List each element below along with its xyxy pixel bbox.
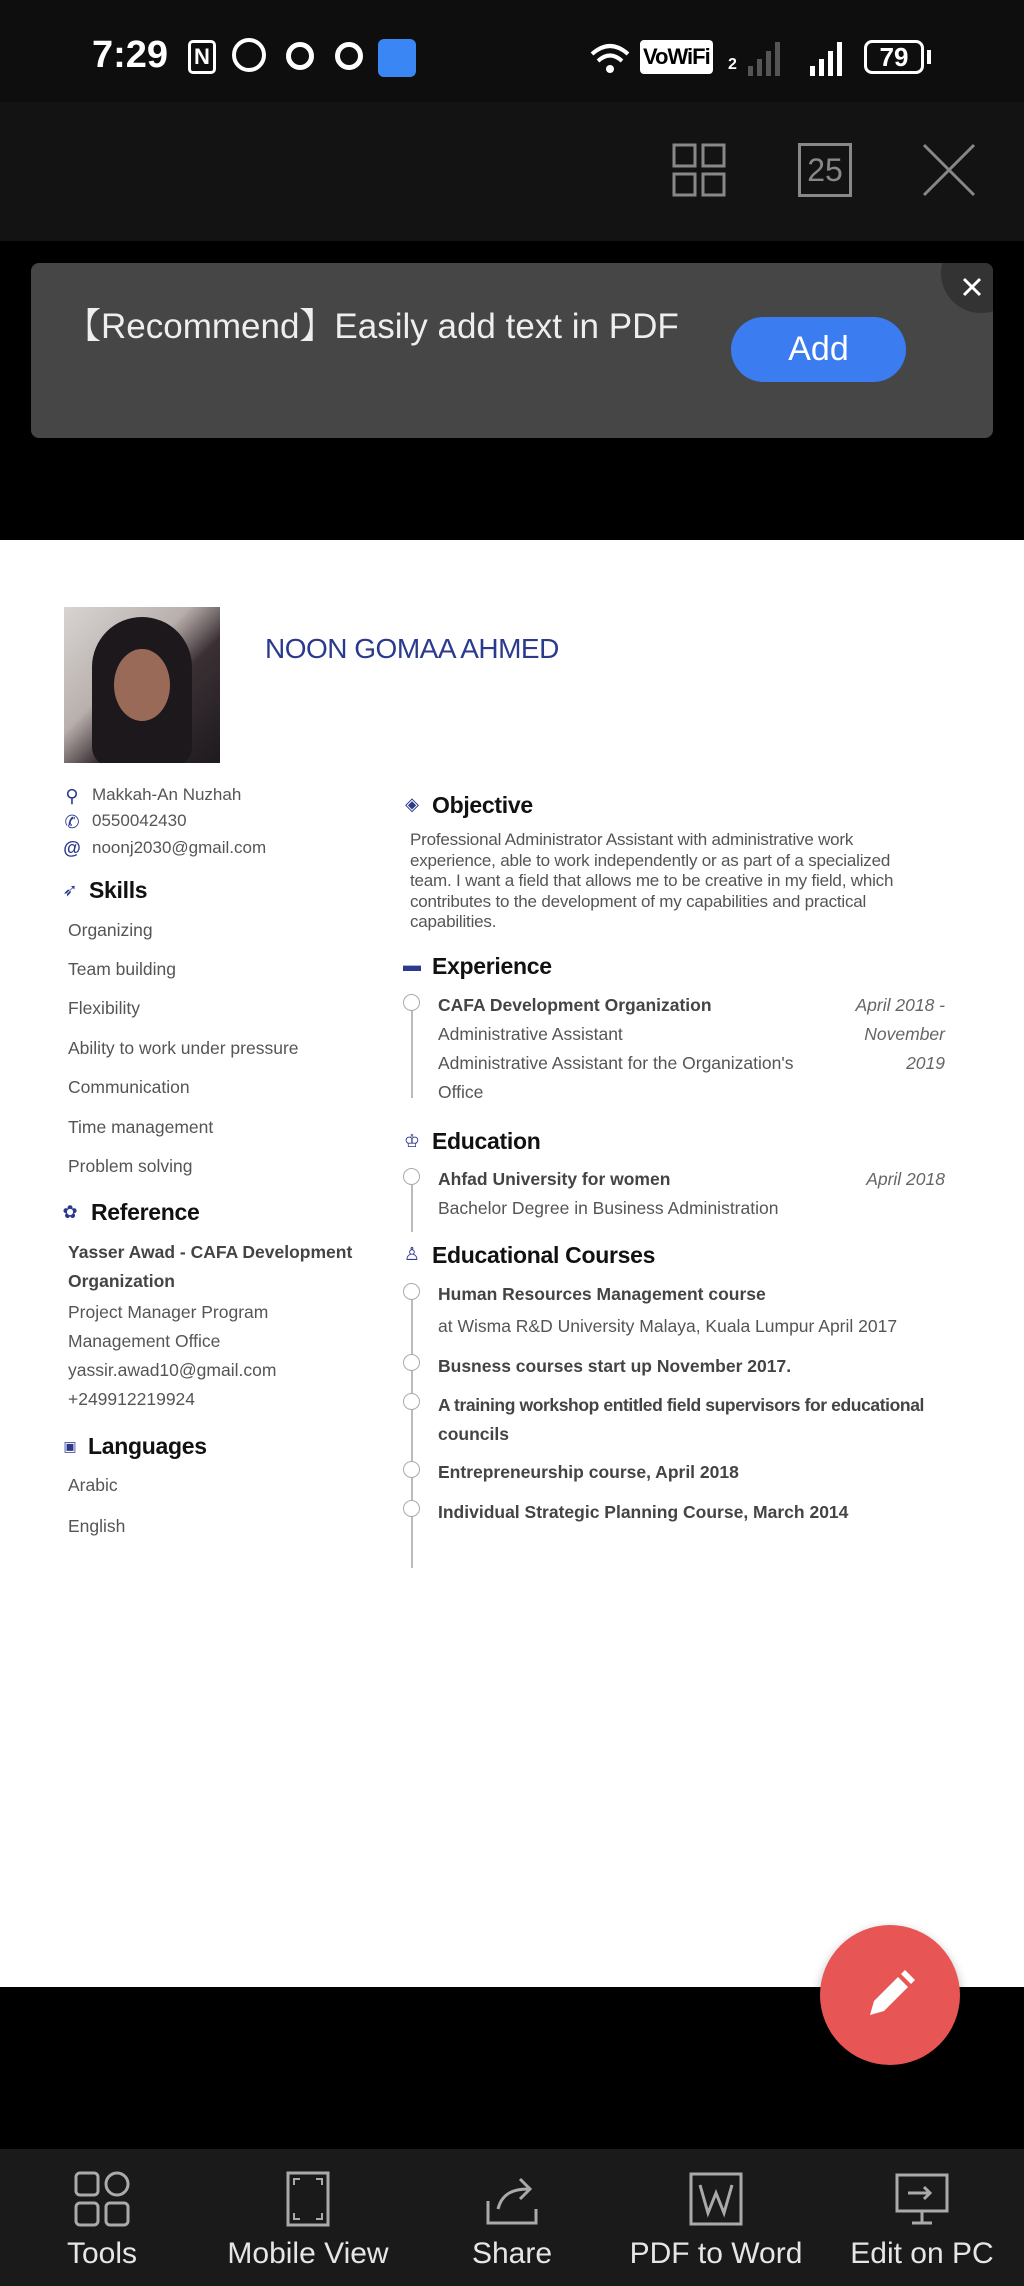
- experience-desc: Administrative Assistant for the Organization's: [438, 1053, 794, 1073]
- mobile-view-label: Mobile View: [227, 2237, 389, 2270]
- alarm-icon: [232, 38, 266, 72]
- profile-photo: [64, 607, 220, 763]
- skill-item: Flexibility: [68, 998, 140, 1018]
- courses-heading: Educational Courses: [432, 1242, 656, 1268]
- app-store-icon: [378, 39, 416, 77]
- reference-phone: +249912219924: [68, 1389, 196, 1409]
- translate-icon: ▣: [63, 1438, 77, 1454]
- experience-date: November: [864, 1024, 945, 1044]
- mobile-view-button[interactable]: [208, 2149, 408, 2286]
- contact-email: noonj2030@gmail.com: [92, 838, 267, 857]
- objective-line: capabilities.: [410, 912, 497, 931]
- experience-heading: Experience: [432, 953, 552, 979]
- timeline-dot: [403, 1283, 420, 1300]
- education-degree: Bachelor Degree in Business Administration: [438, 1198, 779, 1218]
- timeline-dot: [403, 1354, 420, 1371]
- pdf-to-word-button[interactable]: [616, 2149, 816, 2286]
- word-icon: [688, 2171, 744, 2227]
- education-heading: Education: [432, 1128, 541, 1154]
- skill-item: Problem solving: [68, 1156, 193, 1176]
- experience-role: Administrative Assistant: [438, 1024, 623, 1044]
- monitor-icon: [894, 2171, 950, 2227]
- banner-close-button[interactable]: [941, 263, 993, 313]
- candidate-name: NOON GOMAA AHMED: [265, 633, 559, 664]
- vowifi-badge: VoWiFi: [640, 40, 713, 74]
- status-bar: [0, 0, 1024, 102]
- course-item: A training workshop entitled field supervisors for educational: [438, 1395, 925, 1415]
- battery-tip: [927, 50, 931, 64]
- education-date: April 2018: [866, 1169, 945, 1189]
- pdf-to-word-label: PDF to Word: [629, 2237, 803, 2270]
- edit-fab[interactable]: [820, 1925, 960, 2065]
- experience-date: 2019: [906, 1053, 945, 1073]
- experience-org: CAFA Development Organization: [438, 995, 712, 1015]
- close-button[interactable]: [922, 143, 976, 197]
- chrome-icon: [286, 42, 314, 70]
- mobile-view-icon: [280, 2171, 336, 2227]
- close-icon: [922, 143, 976, 197]
- experience-desc-cont: Office: [438, 1082, 484, 1102]
- reference-heading: Reference: [91, 1199, 200, 1225]
- share-button[interactable]: [412, 2149, 612, 2286]
- course-item: Individual Strategic Planning Course, March 2014: [438, 1502, 849, 1522]
- thumbnails-button[interactable]: [672, 143, 726, 197]
- target-icon: ◈: [405, 794, 419, 814]
- rocket-icon: ➶: [62, 880, 78, 900]
- nfc-icon: N: [188, 40, 216, 74]
- bottom-toolbar: [0, 2149, 1024, 2286]
- objective-line: contributes to the development of my capabilities and practical: [410, 891, 867, 911]
- tools-button[interactable]: [2, 2149, 202, 2286]
- sim-label: 2: [728, 56, 737, 73]
- language-item: Arabic: [68, 1475, 118, 1495]
- share-label: Share: [471, 2237, 553, 2270]
- timeline-dot: [403, 1393, 420, 1410]
- recommend-banner: [31, 263, 993, 438]
- skill-item: Team building: [68, 959, 176, 979]
- skill-item: Ability to work under pressure: [68, 1038, 299, 1058]
- reference-email: yassir.awad10@gmail.com: [68, 1360, 277, 1380]
- page-count-button[interactable]: 25: [798, 143, 852, 197]
- add-button[interactable]: Add: [731, 317, 906, 382]
- skill-item: Communication: [68, 1077, 190, 1097]
- tools-icon: [74, 2171, 130, 2227]
- share-icon: [484, 2171, 540, 2227]
- reference-name-cont: Organization: [68, 1271, 175, 1291]
- objective-line: experience, able to work independently or as part of a specialized: [410, 850, 891, 870]
- course-detail: at Wisma R&D University Malaya, Kuala Lumpur April 2017: [438, 1316, 898, 1336]
- timeline-line: [411, 1008, 413, 1098]
- pencil-icon: [862, 1967, 918, 2023]
- course-item-cont: councils: [438, 1424, 509, 1444]
- course-item: Busness courses start up November 2017.: [438, 1356, 792, 1376]
- language-item: English: [68, 1516, 126, 1536]
- languages-heading: Languages: [88, 1433, 207, 1459]
- objective-text: [410, 830, 1010, 933]
- clock: 7:29: [92, 34, 169, 76]
- banner-text: 【Recommend】Easily add text in PDF: [66, 307, 679, 346]
- objective-line: Professional Administrator Assistant with administrative work: [410, 830, 854, 849]
- graduation-cap-icon: ♔: [403, 1131, 421, 1151]
- signal-icon: [810, 40, 846, 76]
- contact-phone: 0550042430: [92, 811, 187, 830]
- briefcase-icon: ▬: [403, 955, 421, 975]
- timeline-dot: [403, 1500, 420, 1517]
- location-icon: ⚲: [65, 786, 79, 806]
- timeline-dot: [403, 1461, 420, 1478]
- timeline-dot: [403, 994, 420, 1011]
- users-icon: ✿: [62, 1202, 78, 1222]
- battery-indicator: 79: [864, 40, 924, 74]
- email-icon: @: [63, 838, 81, 858]
- viewer-toolbar: [0, 102, 1024, 241]
- timeline-line: [411, 1182, 413, 1232]
- education-school: Ahfad University for women: [438, 1169, 671, 1189]
- experience-date: April 2018 -: [855, 995, 945, 1015]
- phone-icon: ✆: [64, 812, 80, 832]
- skill-item: Time management: [68, 1117, 214, 1137]
- contact-location: Makkah-An Nuzhah: [92, 785, 242, 804]
- objective-line: team. I want a field that allows me to be creative in my field, which: [410, 871, 894, 890]
- tools-label: Tools: [66, 2237, 138, 2270]
- course-item: Entrepreneurship course, April 2018: [438, 1462, 739, 1482]
- edit-on-pc-label: Edit on PC: [850, 2237, 994, 2270]
- reference-line: Management Office: [68, 1331, 221, 1351]
- signal-weak-icon: [748, 40, 784, 76]
- reference-line: Project Manager Program: [68, 1302, 269, 1322]
- rocket-icon: ♙: [403, 1244, 421, 1264]
- skills-heading: Skills: [89, 877, 148, 903]
- grid-icon: [672, 143, 726, 197]
- timeline-line: [411, 1296, 413, 1568]
- pdf-page: [0, 540, 1024, 1987]
- close-icon: [961, 276, 983, 298]
- objective-heading: Objective: [432, 792, 533, 818]
- reference-name: Yasser Awad - CAFA Development: [68, 1242, 353, 1262]
- skill-item: Organizing: [68, 920, 153, 940]
- timeline-dot: [403, 1168, 420, 1185]
- course-item: Human Resources Management course: [438, 1284, 766, 1304]
- chrome-icon: [335, 42, 363, 70]
- wifi-icon: [588, 40, 632, 76]
- edit-on-pc-button[interactable]: [822, 2149, 1022, 2286]
